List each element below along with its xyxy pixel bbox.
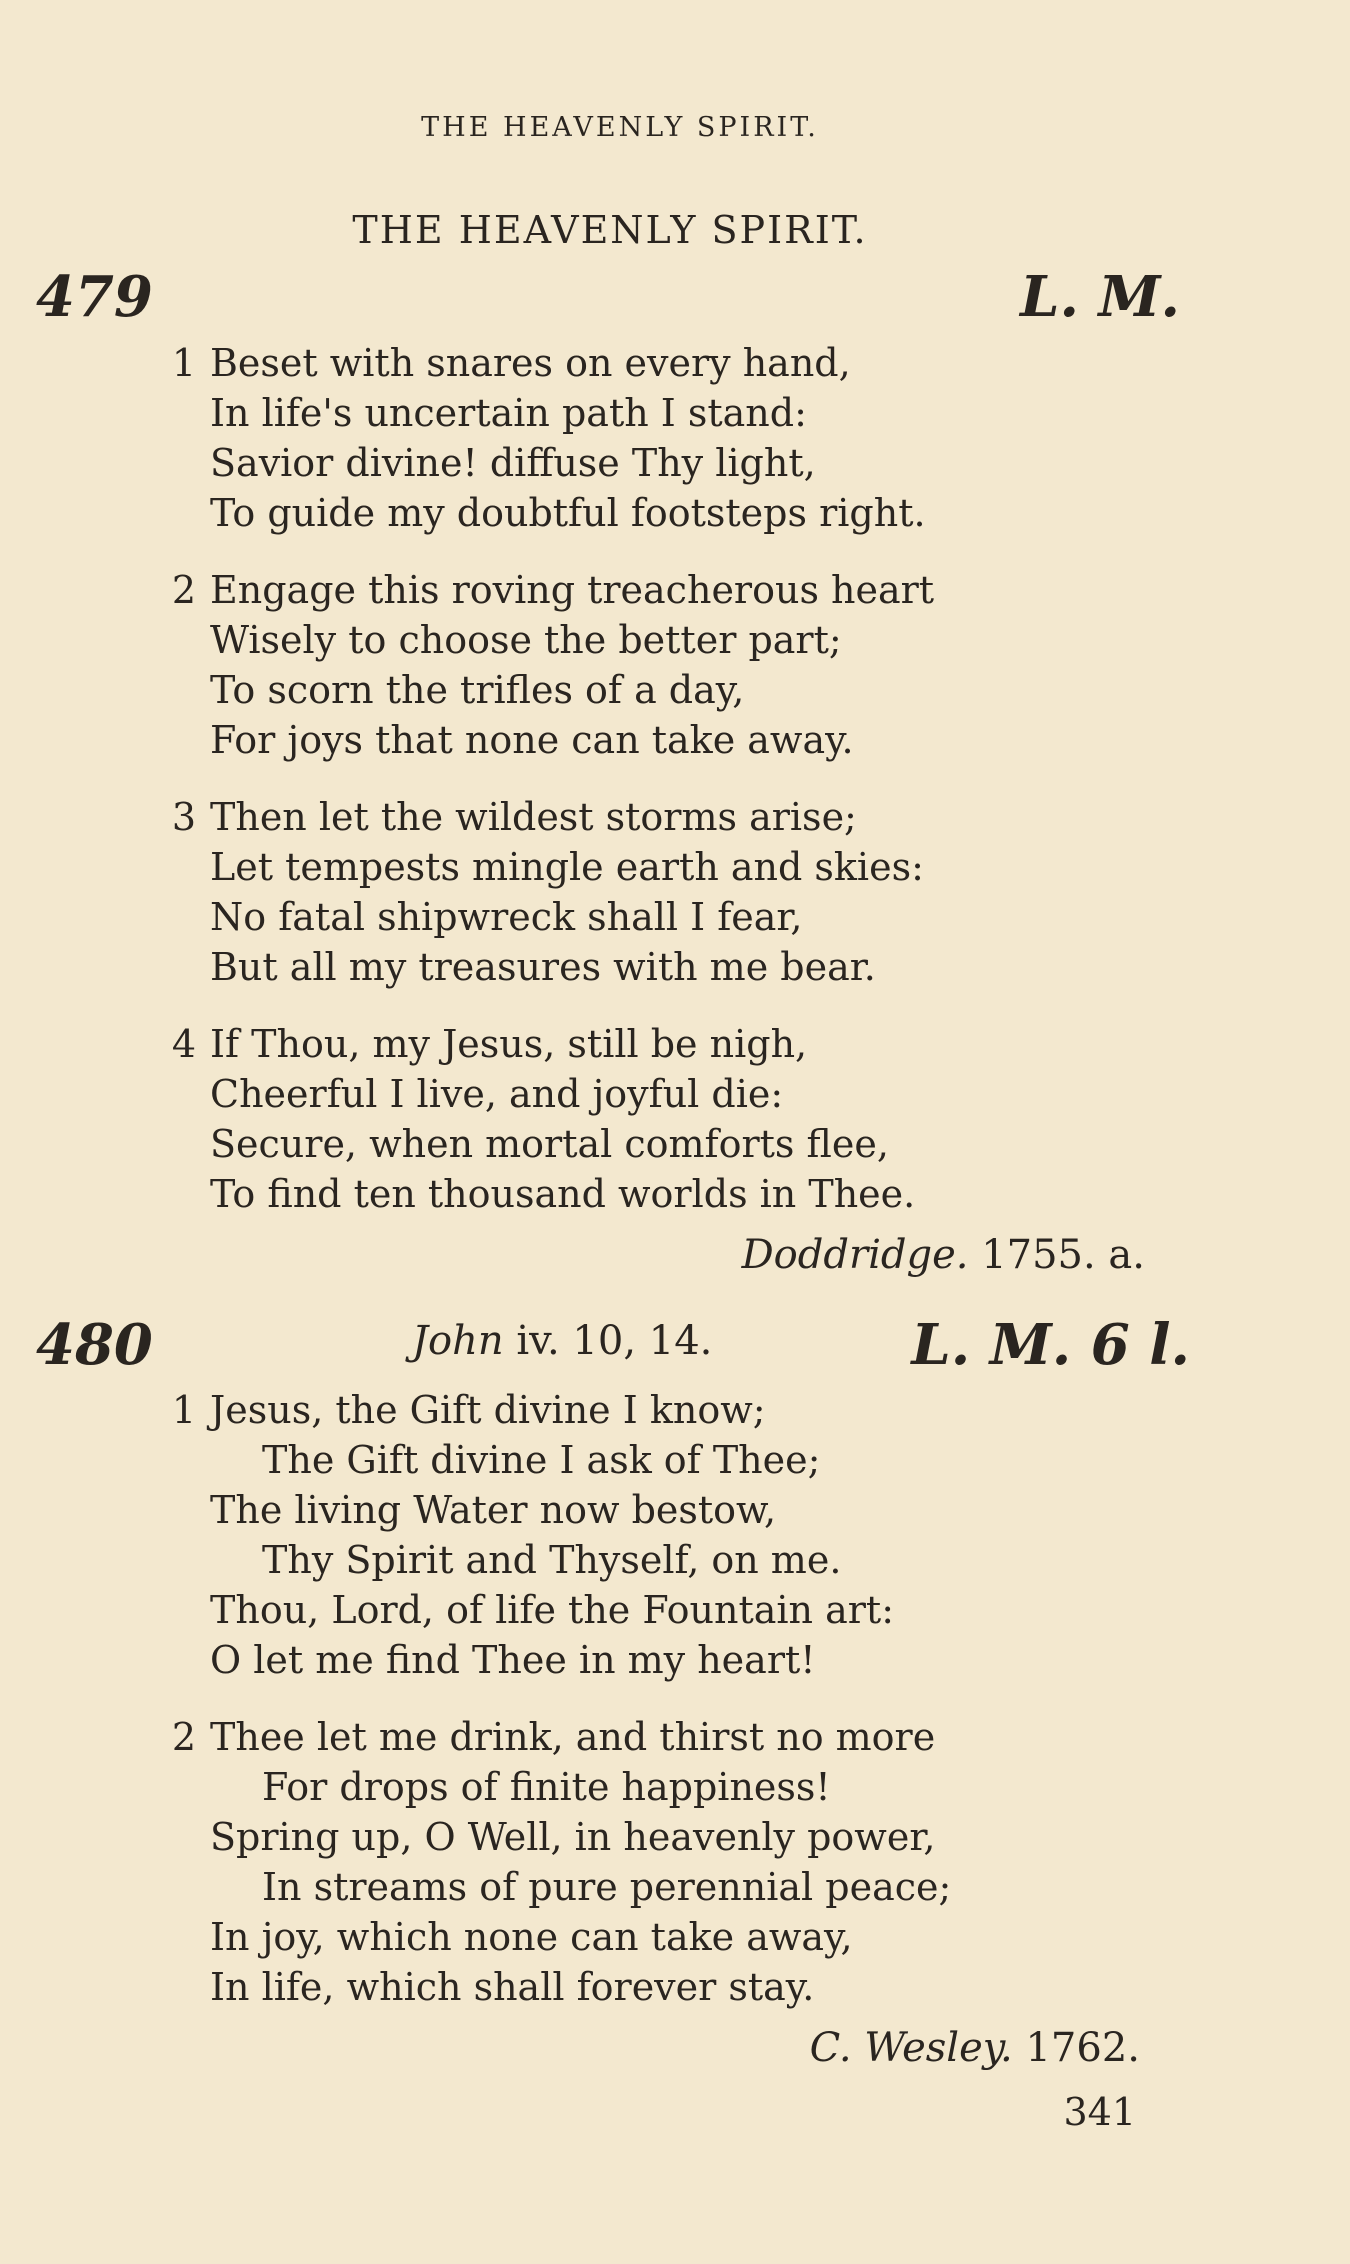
verse-number: 4: [171, 1022, 196, 1066]
verse-number: 2: [171, 568, 196, 612]
verse-line: To find ten thousand worlds in Thee.: [210, 1172, 916, 1216]
verse-line: If Thou, my Jesus, still be nigh,: [210, 1022, 808, 1066]
hymn-meter-480: L. M. 6 l.: [911, 1312, 1190, 1378]
hymn-number-480: 480: [36, 1312, 153, 1378]
verse-line: For drops of finite happiness!: [262, 1765, 831, 1809]
hymn-meter-479: L. M.: [1020, 264, 1180, 330]
reference-verses: iv. 10, 14.: [516, 1318, 713, 1364]
verse-line: The living Water now bestow,: [210, 1488, 777, 1532]
verse-line: Jesus, the Gift divine I know;: [210, 1388, 766, 1432]
verse-line: Savior divine! diffuse Thy light,: [210, 441, 816, 485]
hymn-number-479: 479: [36, 264, 153, 330]
running-head: THE HEAVENLY SPIRIT.: [421, 112, 819, 143]
verse-line: In joy, which none can take away,: [210, 1915, 853, 1959]
section-title: THE HEAVENLY SPIRIT.: [352, 208, 868, 252]
verse-line: O let me find Thee in my heart!: [210, 1638, 816, 1682]
verse-line: Cheerful I live, and joyful die:: [210, 1072, 784, 1116]
verse-line: In life, which shall forever stay.: [210, 1965, 815, 2009]
verse-number: 1: [171, 1388, 196, 1432]
author-name: Doddridge.: [741, 1232, 969, 1278]
verse-line: Thou, Lord, of life the Fountain art:: [210, 1588, 894, 1632]
verse-line: Wisely to choose the better part;: [210, 618, 842, 662]
author-name: C. Wesley.: [809, 2025, 1013, 2071]
author-attribution-479: [600, 1232, 1145, 1278]
verse-line: The Gift divine I ask of Thee;: [262, 1438, 821, 1482]
author-attribution-480: [600, 2025, 1140, 2071]
verse-line: Thy Spirit and Thyself, on me.: [262, 1538, 842, 1582]
verse-line: But all my treasures with me bear.: [210, 945, 876, 989]
verse-line: In streams of pure perennial peace;: [262, 1865, 952, 1909]
verse-line: Let tempests mingle earth and skies:: [210, 845, 924, 889]
verse-line: For joys that none can take away.: [210, 718, 854, 762]
verse-line: Spring up, O Well, in heavenly power,: [210, 1815, 936, 1859]
verse-line: No fatal shipwreck shall I fear,: [210, 895, 803, 939]
verse-479-3: [150, 792, 1150, 992]
verse-480-2: [150, 1712, 1150, 2012]
verse-480-1: [150, 1385, 1150, 1685]
author-date: 1755. a.: [981, 1232, 1145, 1278]
reference-book: John: [412, 1318, 504, 1364]
verse-line: Engage this roving treacherous heart: [210, 568, 935, 612]
verse-479-1: [150, 338, 1150, 538]
verse-number: 2: [171, 1715, 196, 1759]
page-number: 341: [1063, 2090, 1136, 2134]
verse-number: 1: [171, 341, 196, 385]
verse-line: Thee let me drink, and thirst no more: [210, 1715, 936, 1759]
verse-line: To guide my doubtful footsteps right.: [210, 491, 926, 535]
verse-line: Beset with snares on every hand,: [210, 341, 851, 385]
verse-line: To scorn the trifles of a day,: [210, 668, 745, 712]
scripture-reference: [412, 1318, 712, 1364]
verse-number: 3: [171, 795, 196, 839]
verse-line: In life's uncertain path I stand:: [210, 391, 807, 435]
verse-line: Then let the wildest storms arise;: [210, 795, 857, 839]
verse-479-4: [150, 1019, 1150, 1219]
verse-line: Secure, when mortal comforts flee,: [210, 1122, 889, 1166]
verse-479-2: [150, 565, 1150, 765]
author-date: 1762.: [1025, 2025, 1140, 2071]
